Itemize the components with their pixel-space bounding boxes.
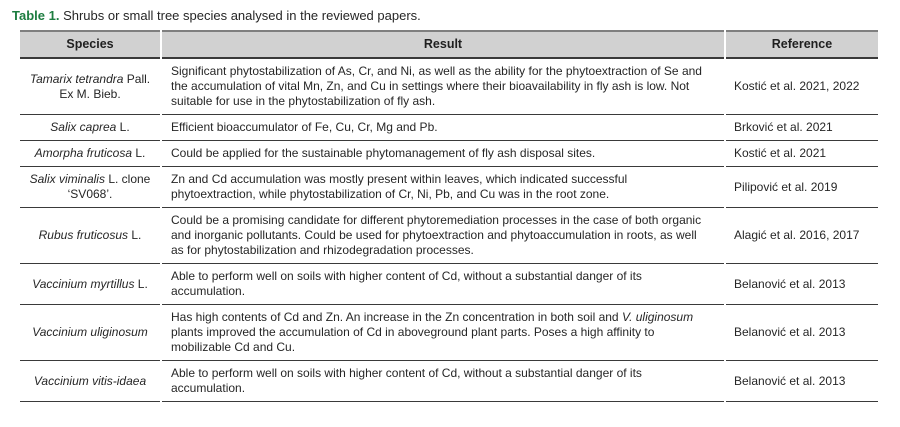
text-segment: Significant phytostabilization of As, Cr, and Ni, as well as the ability for the phytoextraction of Se and the accumulation of vital Mn, Zn, and Cu in settings where their bioavailability in fly ash is low. Not suitable for use in the phytostabilization of fly ash. (171, 64, 702, 108)
text-segment: Could be a promising candidate for different phytoremediation processes in the case of both organic and inorganic pollutants. Could be used for phytoextraction and phytoaccumulation in roots, as well as for phytostabilization and rhizodegradation processes. (171, 213, 702, 257)
text-segment: plants improved the accumulation of Cd in aboveground plant parts. Poses a high affinity to mobilizable Cd and Cu. (171, 325, 655, 354)
reference-cell: Belanović et al. 2013 (726, 264, 878, 305)
table-row (20, 305, 878, 361)
latin-name-segment: Rubus fruticosus (38, 228, 129, 242)
result-cell (162, 361, 724, 402)
column-header-species: Species (20, 30, 160, 59)
column-header-result: Result (162, 30, 724, 59)
text-segment: L. clone ‘SV068’. (67, 172, 151, 201)
species-cell (20, 115, 160, 141)
table-caption-text: Shrubs or small tree species analysed in the reviewed papers. (63, 8, 421, 23)
result-cell (162, 141, 724, 167)
text-segment: Efficient bioaccumulator of Fe, Cu, Cr, Mg and Pb. (171, 120, 438, 134)
result-cell (162, 167, 724, 208)
reference-cell: Belanović et al. 2013 (726, 361, 878, 402)
species-cell (20, 264, 160, 305)
latin-name-segment: Vaccinium vitis-idaea (33, 373, 147, 388)
text-segment: Could be applied for the sustainable phytomanagement of fly ash disposal sites. (171, 146, 596, 160)
species-table (18, 30, 880, 402)
species-cell (20, 208, 160, 264)
table-header-row (20, 30, 878, 59)
species-cell (20, 141, 160, 167)
species-cell (20, 361, 160, 402)
table-row (20, 59, 878, 115)
text-segment: Able to perform well on soils with higher content of Cd, without a substantial danger of its accumulation. (171, 366, 642, 395)
table-caption-label: Table 1. (12, 8, 60, 23)
species-cell (20, 305, 160, 361)
text-segment: Zn and Cd accumulation was mostly present within leaves, which indicated successful phytoextraction, while phytostabilization of Cr, Ni, Pb, and Cu was in the root zone. (171, 172, 628, 201)
latin-name-segment: Salix viminalis (29, 172, 105, 186)
result-cell (162, 264, 724, 305)
table-caption (12, 7, 880, 24)
table-row (20, 167, 878, 208)
table-head (20, 30, 878, 59)
table-row (20, 141, 878, 167)
reference-cell: Brković et al. 2021 (726, 115, 878, 141)
result-cell (162, 305, 724, 361)
latin-name-segment: Amorpha fruticosa (34, 146, 133, 160)
latin-name-segment: Tamarix tetrandra (29, 71, 124, 86)
latin-name-segment: Vaccinium uliginosum (32, 325, 148, 339)
result-cell (162, 59, 724, 115)
result-cell (162, 115, 724, 141)
table-row (20, 361, 878, 402)
text-segment: L. (132, 146, 146, 160)
table-row (20, 208, 878, 264)
reference-cell: Pilipović et al. 2019 (726, 167, 878, 208)
latin-name-segment: V. uliginosum (621, 310, 694, 324)
latin-name-segment: Vaccinium myrtillus (32, 276, 135, 291)
column-header-reference: Reference (726, 30, 878, 59)
text-segment: L. (116, 120, 130, 134)
latin-name-segment: Salix caprea (50, 120, 117, 134)
reference-cell: Kostić et al. 2021 (726, 141, 878, 167)
text-segment: Able to perform well on soils with higher content of Cd, without a substantial danger of its accumulation. (171, 269, 642, 298)
text-segment: L. (134, 276, 148, 291)
reference-cell: Belanović et al. 2013 (726, 305, 878, 361)
table-row (20, 264, 878, 305)
reference-cell: Alagić et al. 2016, 2017 (726, 208, 878, 264)
result-cell (162, 208, 724, 264)
species-cell (20, 167, 160, 208)
text-segment: L. (128, 228, 142, 242)
reference-cell: Kostić et al. 2021, 2022 (726, 59, 878, 115)
species-cell (20, 59, 160, 115)
table-row (20, 115, 878, 141)
table-body (20, 59, 878, 402)
text-segment: Has high contents of Cd and Zn. An increase in the Zn concentration in both soil and (171, 310, 622, 324)
text-segment: Pall. Ex M. Bieb. (59, 71, 151, 101)
